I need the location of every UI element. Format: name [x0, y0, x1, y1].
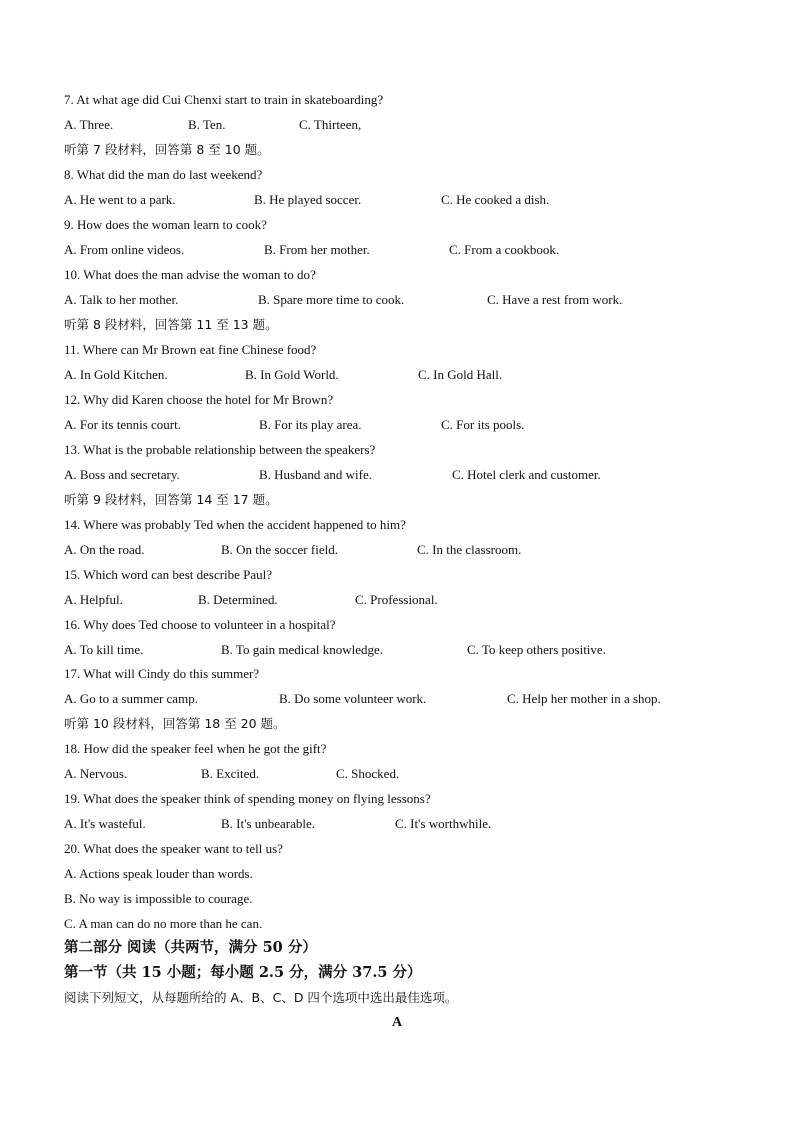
question-14-option-a: A. On the road. [64, 542, 145, 557]
question-17-option-b: B. Do some volunteer work. [279, 691, 427, 706]
question-20-option-c: C. A man can do no more than he can. [64, 916, 263, 931]
question-15-option-c: C. Professional. [355, 592, 438, 607]
question-19-option-b: B. It's unbearable. [221, 816, 316, 831]
question-8-option-c: C. He cooked a dish. [441, 192, 550, 207]
part-two-title: 第二部分 阅读（共两节，满分 50 分） [64, 939, 317, 956]
question-8: 8. What did the man do last weekend? [64, 167, 263, 182]
question-12-option-c: C. For its pools. [441, 417, 525, 432]
question-19: 19. What does the speaker think of spending money on flying lessons? [64, 791, 431, 806]
question-8-option-a: A. He went to a park. [64, 192, 176, 207]
question-7-option-c: C. Thirteen, [299, 117, 362, 132]
question-14: 14. Where was probably Ted when the accident happened to him? [64, 517, 406, 532]
question-15-option-b: B. Determined. [198, 592, 278, 607]
question-10-option-a: A. Talk to her mother. [64, 292, 179, 307]
question-11-option-a: A. In Gold Kitchen. [64, 367, 168, 382]
question-19-option-a: A. It's wasteful. [64, 816, 146, 831]
question-10-option-c: C. Have a rest from work. [487, 292, 623, 307]
question-13-option-b: B. Husband and wife. [259, 467, 373, 482]
question-18-option-c: C. Shocked. [336, 766, 400, 781]
question-11-option-b: B. In Gold World. [245, 367, 339, 382]
listening-instruction-10: 听第 10 段材料，回答第 18 至 20 题。 [64, 716, 286, 731]
question-20-option-b: B. No way is impossible to courage. [64, 891, 253, 906]
question-16: 16. Why does Ted choose to volunteer in a hospital? [64, 617, 336, 632]
question-17-option-c: C. Help her mother in a shop. [507, 691, 661, 706]
question-16-option-c: C. To keep others positive. [467, 642, 606, 657]
question-10: 10. What does the man advise the woman to do? [64, 267, 316, 282]
passage-label: A [391, 1015, 403, 1030]
question-15-option-a: A. Helpful. [64, 592, 123, 607]
question-13-option-a: A. Boss and secretary. [64, 467, 180, 482]
listening-instruction-9: 听第 9 段材料，回答第 14 至 17 题。 [64, 492, 278, 507]
question-16-option-b: B. To gain medical knowledge. [221, 642, 384, 657]
question-12-option-a: A. For its tennis court. [64, 417, 181, 432]
question-13: 13. What is the probable relationship between the speakers? [64, 442, 376, 457]
question-20: 20. What does the speaker want to tell us? [64, 841, 283, 856]
question-14-option-c: C. In the classroom. [417, 542, 522, 557]
question-14-option-b: B. On the soccer field. [221, 542, 338, 557]
question-7: 7. At what age did Cui Chenxi start to train in skateboarding? [64, 92, 384, 107]
question-10-option-b: B. Spare more time to cook. [258, 292, 405, 307]
question-17: 17. What will Cindy do this summer? [64, 666, 260, 681]
question-19-option-c: C. It's worthwhile. [395, 816, 492, 831]
question-9-option-a: A. From online videos. [64, 242, 185, 257]
question-16-option-a: A. To kill time. [64, 642, 144, 657]
reading-instruction: 阅读下列短文，从每题所给的 A、B、C、D 四个选项中选出最佳选项。 [64, 990, 458, 1005]
listening-instruction-7: 听第 7 段材料，回答第 8 至 10 题。 [64, 142, 270, 157]
question-11-option-c: C. In Gold Hall. [418, 367, 503, 382]
question-7-option-b: B. Ten. [188, 117, 226, 132]
question-18: 18. How did the speaker feel when he got the gift? [64, 741, 327, 756]
question-12: 12. Why did Karen choose the hotel for Mr Brown? [64, 392, 334, 407]
listening-instruction-8: 听第 8 段材料，回答第 11 至 13 题。 [64, 317, 278, 332]
question-18-option-b: B. Excited. [201, 766, 260, 781]
question-18-option-a: A. Nervous. [64, 766, 128, 781]
question-17-option-a: A. Go to a summer camp. [64, 691, 198, 706]
question-11: 11. Where can Mr Brown eat fine Chinese food? [64, 342, 317, 357]
question-12-option-b: B. For its play area. [259, 417, 362, 432]
question-20-option-a: A. Actions speak louder than words. [64, 866, 253, 881]
question-9-option-c: C. From a cookbook. [449, 242, 560, 257]
question-7-option-a: A. Three. [64, 117, 114, 132]
section-one-title: 第一节（共 15 小题；每小题 2.5 分，满分 37.5 分） [64, 964, 422, 981]
question-13-option-c: C. Hotel clerk and customer. [452, 467, 601, 482]
question-9: 9. How does the woman learn to cook? [64, 217, 267, 232]
question-9-option-b: B. From her mother. [264, 242, 370, 257]
question-15: 15. Which word can best describe Paul? [64, 567, 273, 582]
question-8-option-b: B. He played soccer. [254, 192, 362, 207]
